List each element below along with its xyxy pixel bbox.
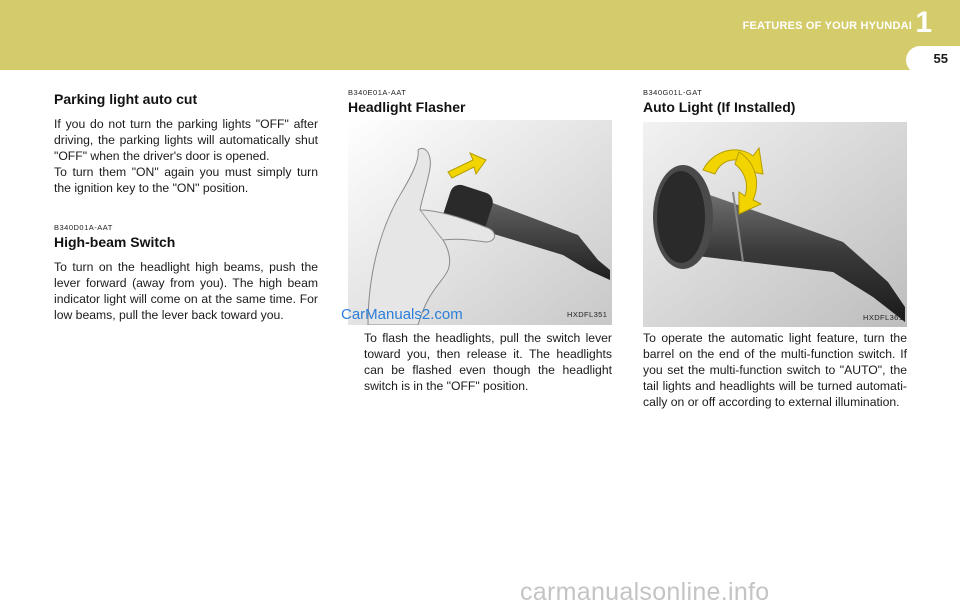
left-column — [54, 91, 318, 196]
flasher-heading: Headlight Flasher — [348, 99, 466, 115]
flasher-text-block — [364, 330, 612, 394]
hand-pulling-lever-illustration — [348, 120, 612, 325]
watermark-carmanualsonline: carmanualsonline.info — [520, 578, 770, 606]
chapter-title: FEATURES OF YOUR HYUNDAI — [742, 20, 912, 32]
flasher-code: B340E01A-AAT — [348, 88, 407, 97]
flasher-figure-code: HXDFL351 — [567, 310, 608, 319]
rotating-switch-barrel-illustration — [643, 122, 907, 327]
autolight-code: B340G01L-GAT — [643, 88, 703, 97]
highbeam-code: B340D01A-AAT — [54, 223, 113, 232]
autolight-text-block — [643, 330, 907, 410]
highbeam-heading: High-beam Switch — [54, 234, 176, 250]
autolight-text: To operate the automatic light feature, turn the barrel on the end of the multi-function switch. If you set the multi-function switch to "AUTO", the tail lights and headlights will be turned automati-cally on or off according to external illumination. — [643, 331, 907, 409]
autolight-section-header — [643, 88, 907, 124]
parking-heading: Parking light auto cut — [54, 91, 198, 107]
watermark-carmanuals2: CarManuals2.com — [341, 306, 463, 323]
header-band — [0, 0, 960, 70]
flasher-section-header — [348, 88, 612, 124]
flasher-figure — [348, 120, 612, 325]
autolight-figure-code: HXDFL361 — [863, 313, 904, 322]
flasher-text: To flash the headlights, pull the switch lever toward you, then release it. The headlights can be flashed even though the headlight switch is in the "OFF" position. — [364, 331, 612, 393]
highbeam-section — [54, 223, 318, 323]
parking-paragraph-1: If you do not turn the parking lights "OFF" after driving, the parking lights will automatically shut "OFF" when the driver's door is opened. — [54, 117, 318, 163]
autolight-heading: Auto Light (If Installed) — [643, 99, 796, 115]
parking-text — [54, 116, 318, 196]
page-number: 55 — [933, 51, 948, 66]
parking-paragraph-2: To turn them "ON" again you must simply turn the ignition key to the "ON" position. — [54, 165, 318, 195]
highbeam-text: To turn on the headlight high beams, push the lever forward (away from you). The high beam indicator light will come on at the same time. For low beams, pull the lever back toward you. — [54, 260, 318, 322]
chapter-number: 1 — [915, 6, 932, 39]
autolight-figure — [643, 122, 907, 327]
